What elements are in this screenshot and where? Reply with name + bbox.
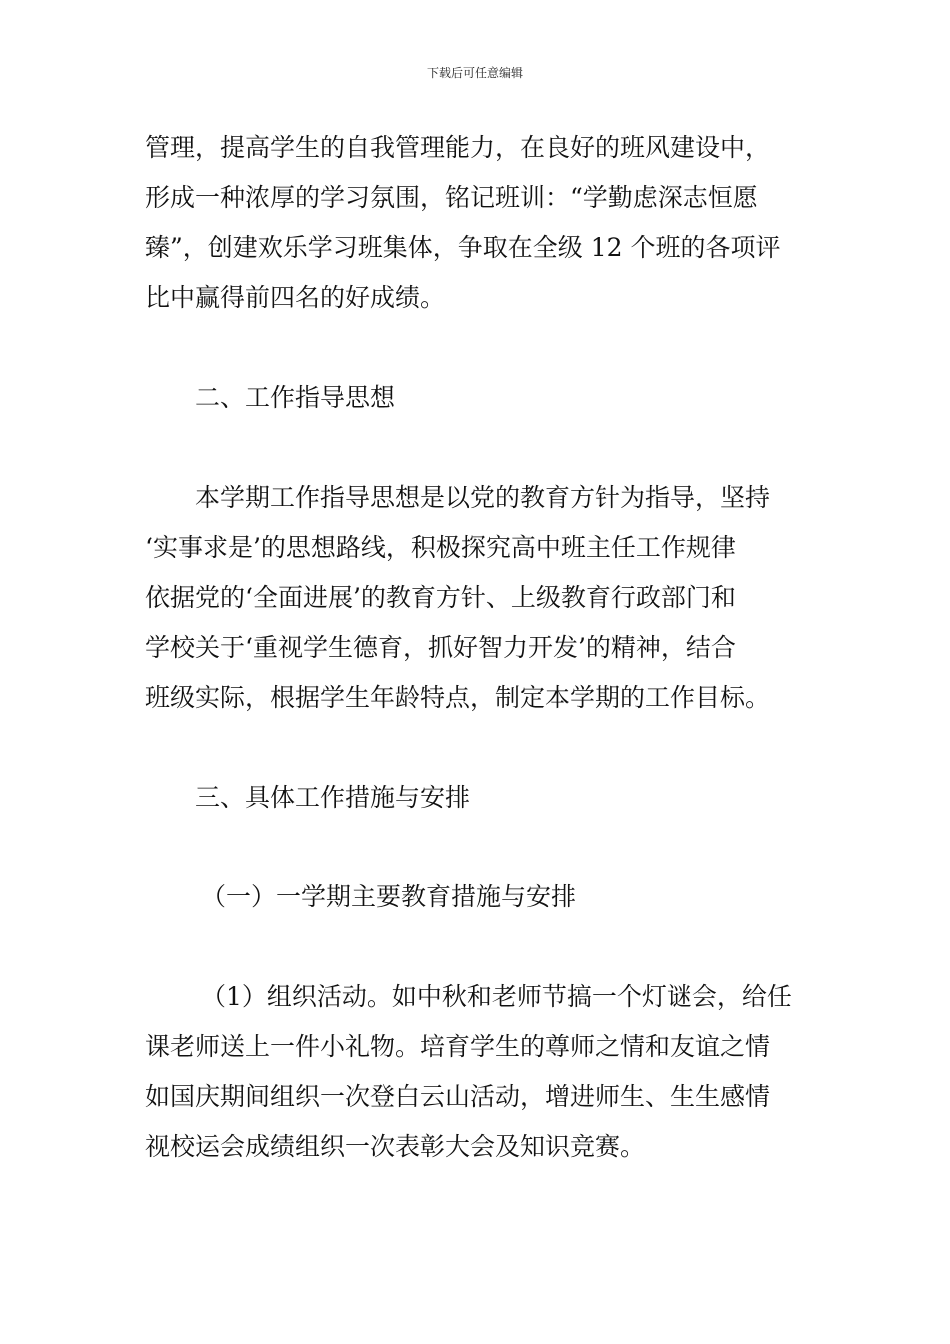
paragraph-line: （1）组织活动。如中秋和老师节搞一个灯谜会，给任 bbox=[201, 982, 792, 1011]
paragraph-line: 如国庆期间组织一次登白云山活动，增进师生、生生感情 bbox=[145, 1082, 771, 1111]
paragraph-line: 臻”，创建欢乐学习班集体，争取在全级 12 个班的各项评 bbox=[145, 233, 781, 262]
paragraph-line: 依据党的‘全面进展’的教育方针、上级教育行政部门和 bbox=[145, 583, 736, 612]
page-header-note: 下载后可任意编辑 bbox=[426, 66, 523, 80]
subsection-heading: （一）一学期主要教育措施与安排 bbox=[201, 882, 577, 911]
section-heading: 二、工作指导思想 bbox=[195, 383, 396, 412]
paragraph-line: 视校运会成绩组织一次表彰大会及知识竞赛。 bbox=[145, 1132, 646, 1161]
paragraph-line: ‘实事求是’的思想路线，积极探究高中班主任工作规律 bbox=[145, 533, 736, 562]
paragraph-line: 管理，提高学生的自我管理能力，在良好的班风建设中， bbox=[145, 133, 771, 162]
paragraph-line: 课老师送上一件小礼物。培育学生的尊师之情和友谊之情 bbox=[145, 1032, 771, 1061]
paragraph-line: 学校关于‘重视学生德育，抓好智力开发’的精神，结合 bbox=[145, 633, 736, 662]
paragraph-line: 形成一种浓厚的学习氛围，铭记班训：“学勤虑深志恒愿 bbox=[145, 183, 758, 212]
paragraph-line: 班级实际，根据学生年龄特点，制定本学期的工作目标。 bbox=[145, 683, 771, 712]
paragraph-line: 本学期工作指导思想是以党的教育方针为指导，坚持 bbox=[195, 483, 771, 512]
section-heading: 三、具体工作措施与安排 bbox=[195, 783, 471, 812]
paragraph-line: 比中赢得前四名的好成绩。 bbox=[145, 283, 446, 312]
